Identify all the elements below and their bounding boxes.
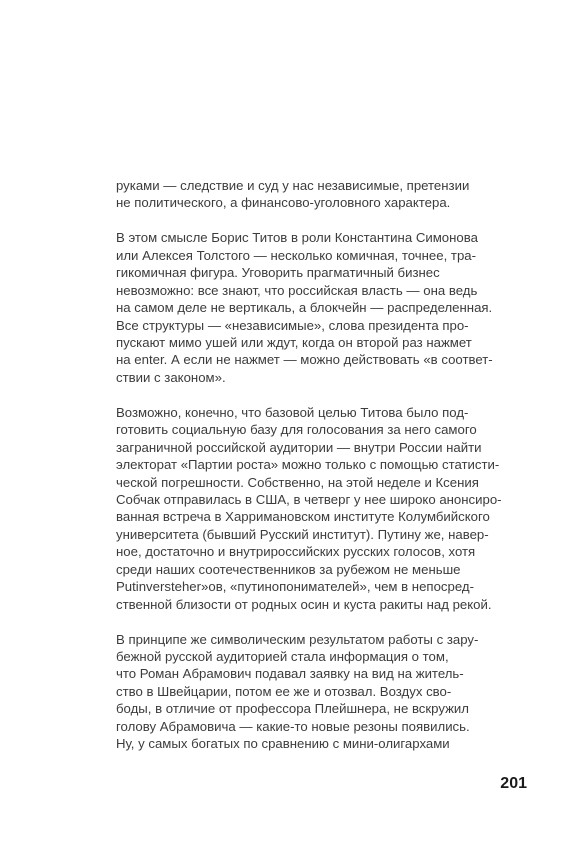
- text-line: на самом деле не вертикаль, а блокчейн — распределенная.: [116, 300, 493, 316]
- text-line: готовить социальную базу для голосования за него самого: [116, 422, 477, 438]
- text-line: пускают мимо ушей или ждут, когда он второй раз нажмет: [116, 335, 472, 350]
- text-line: В принципе же символическим результатом работы с зару-: [116, 631, 479, 647]
- paragraph: [116, 177, 476, 212]
- text-line: электорат «Партии роста» можно только с помощью статисти-: [116, 457, 500, 473]
- text-line: университета (бывший Русский институт). Путину же, навер-: [116, 526, 489, 542]
- text-line: В этом смысле Борис Титов в роли Константина Симонова: [116, 230, 478, 246]
- text-line: не политического, а финансово-уголовного характера.: [116, 195, 451, 211]
- text-line: ное, достаточно и внутрироссийских русских голосов, хотя: [116, 544, 476, 560]
- text-line: Собчак отправилась в США, в четверг у нее широко анонсиро-: [116, 492, 502, 507]
- text-line: Ну, у самых богатых по сравнению с мини-олигархами: [116, 736, 450, 752]
- text-line: что Роман Абрамович подавал заявку на вид на житель-: [116, 666, 464, 682]
- text-line: Возможно, конечно, что базовой целью Титова было под-: [116, 404, 469, 420]
- text-line: руками — следствие и суд у нас независимые, претензии: [116, 178, 470, 193]
- paragraph-gap: [116, 613, 476, 631]
- paragraph-gap: [116, 386, 476, 404]
- paragraph: [116, 229, 493, 386]
- text-line: ство в Швейцарии, потом ее же и отозвал. Воздух сво-: [116, 683, 452, 699]
- text-line: бежной русской аудиторией стала информация о том,: [116, 649, 449, 664]
- text-line: боды, в отличие от профессора Плейшнера, не вскружил: [116, 701, 469, 717]
- text-line: среди наших соотечественников за рубежом не меньше: [116, 561, 461, 577]
- text-line: ванная встреча в Харримановском институте Колумбийского: [116, 509, 490, 525]
- body-text: [116, 177, 502, 753]
- paragraph-gap: [116, 212, 476, 230]
- text-line: или Алексея Толстого — несколько комичная, точнее, тра-: [116, 247, 477, 263]
- text-line: ственной близости от родных осин и куста ракиты над рекой.: [116, 596, 492, 612]
- text-line: гикомичная фигура. Уговорить прагматичный бизнес: [116, 265, 440, 281]
- paragraph: [116, 404, 502, 613]
- text-line: ствии с законом».: [116, 369, 226, 385]
- text-line: на enter. А если не нажмет — можно действовать «в соответ-: [116, 352, 493, 368]
- text-line: невозможно: все знают, что российская власть — она ведь: [116, 282, 478, 298]
- page-number: 201: [500, 775, 527, 792]
- text-line: ческой погрешности. Собственно, на этой неделе и Ксения: [116, 474, 479, 490]
- paragraph: [116, 631, 479, 753]
- text-line: Putinversteher»ов, «путинопонимателей», чем в непосред-: [116, 579, 474, 595]
- text-line: Все структуры — «независимые», слова президента про-: [116, 317, 469, 333]
- text-line: голову Абрамовича — какие-то новые резоны появились.: [116, 718, 470, 734]
- text-line: заграничной российской аудитории — внутри России найти: [116, 439, 482, 455]
